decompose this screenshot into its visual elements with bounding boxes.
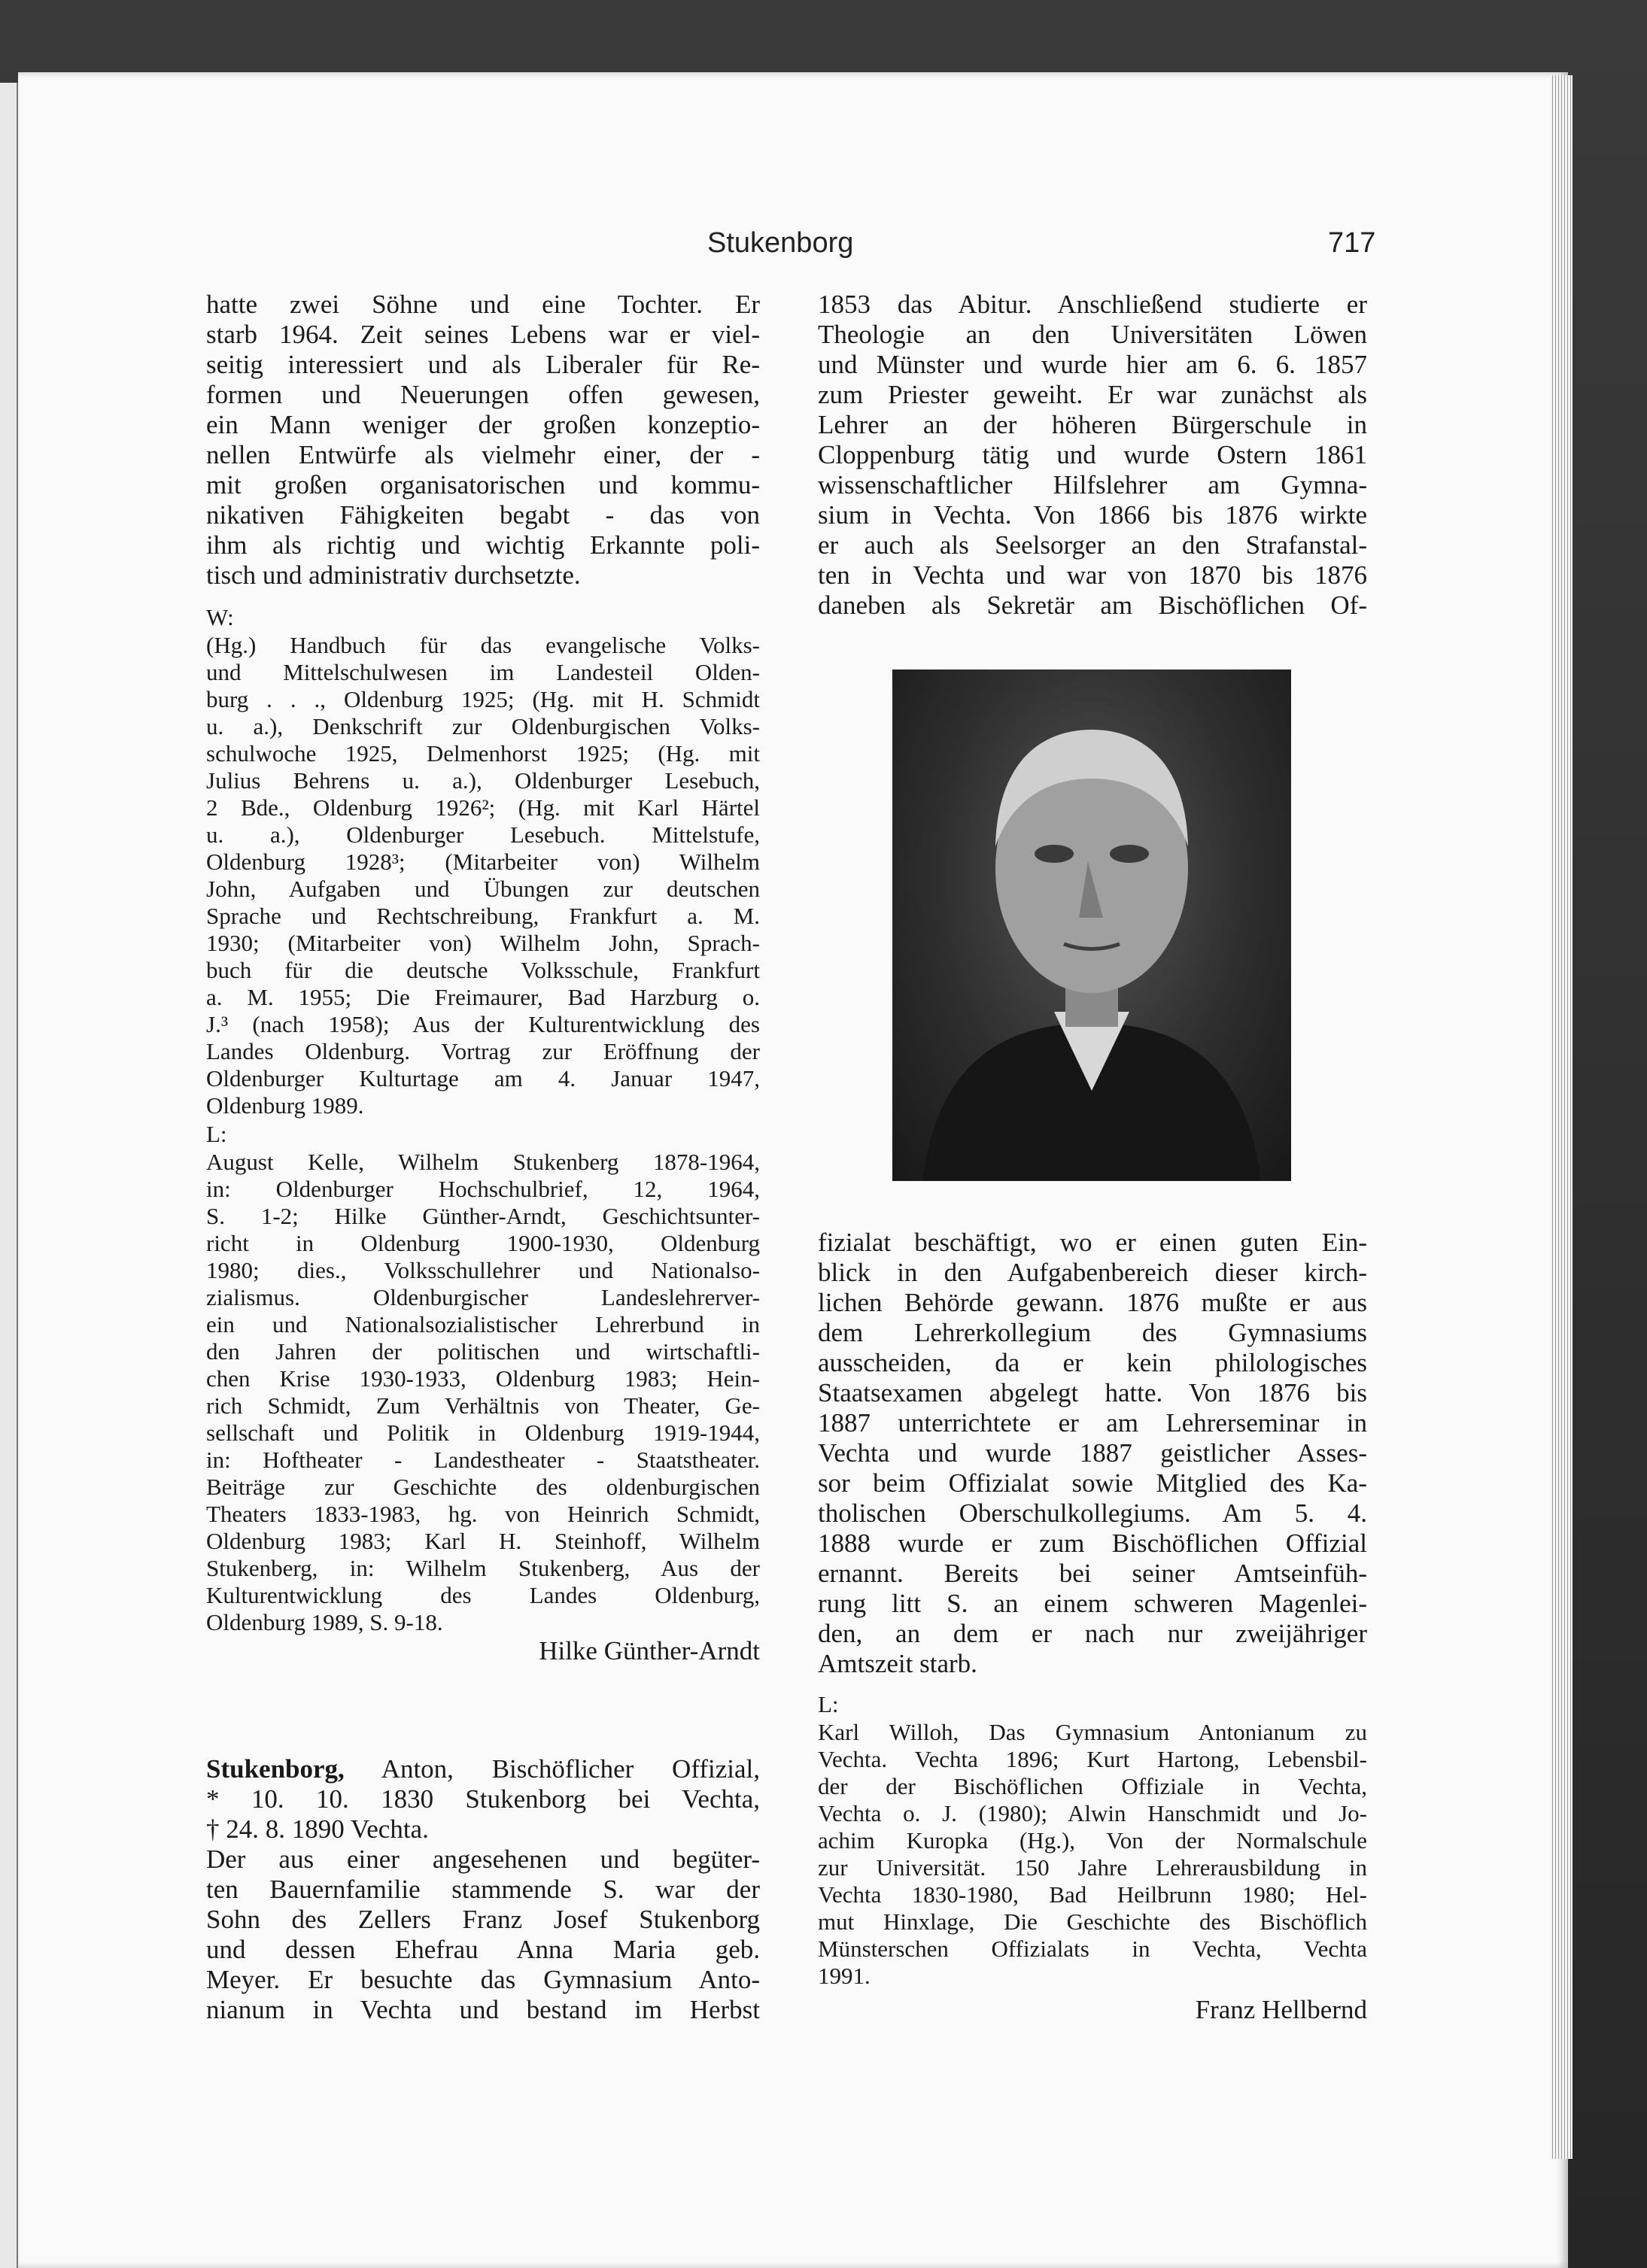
works-line: schulwoche 1925, Delmenhorst 1925; (Hg. mit — [206, 740, 760, 767]
literature-line: Vechta 1830-1980, Bad Heilbrunn 1980; Hel- — [818, 1881, 1367, 1908]
text-line: lichen Behörde gewann. 1876 mußte er aus — [818, 1288, 1367, 1317]
literature-line: 1980; dies., Volksschullehrer und Nationalso- — [206, 1257, 760, 1283]
literature-line: Münsterschen Offizialats in Vechta, Vechta — [818, 1936, 1367, 1962]
text-line: ten in Vechta und war von 1870 bis 1876 — [818, 560, 1367, 590]
author-signature: Hilke Günther-Arndt — [539, 1636, 760, 1665]
text-line: mit großen organisatorischen und kommu- — [206, 470, 760, 499]
text-line: ten Bauernfamilie stammende S. war der — [206, 1875, 760, 1904]
text-line: dem Lehrerkollegium des Gymnasiums — [818, 1318, 1367, 1347]
text-line: er auch als Seelsorger an den Strafanstal- — [818, 530, 1367, 560]
literature-line: Oldenburg 1989, S. 9-18. — [206, 1609, 443, 1635]
text-line: Amtszeit starb. — [818, 1649, 977, 1678]
literature-line: August Kelle, Wilhelm Stukenberg 1878-1964, — [206, 1149, 760, 1175]
literature-line: der der Bischöflichen Offiziale in Vechta, — [818, 1773, 1367, 1799]
text-line: Vechta und wurde 1887 geistlicher Asses- — [818, 1438, 1367, 1468]
literature-line: in: Hoftheater - Landestheater - Staatstheater. — [206, 1447, 760, 1473]
works-line: burg . . ., Oldenburg 1925; (Hg. mit H. Schmidt — [206, 686, 760, 712]
works-line: 2 Bde., Oldenburg 1926²; (Hg. mit Karl Härtel — [206, 794, 760, 821]
text-line: starb 1964. Zeit seines Lebens war er viel- — [206, 320, 760, 349]
works-label: W: — [206, 604, 234, 630]
literature-line: mut Hinxlage, Die Geschichte des Bischöflich — [818, 1908, 1367, 1935]
text-line: ein Mann weniger der großen konzeptio- — [206, 410, 760, 439]
entry-title: Anton, Bischöflicher Offizial, — [344, 1754, 760, 1784]
literature-label: L: — [818, 1691, 839, 1717]
text-line: zum Priester geweiht. Er war zunächst als — [818, 380, 1367, 409]
text-line: rung litt S. an einem schweren Magenlei- — [818, 1589, 1367, 1618]
page-stack-edges — [1550, 75, 1573, 2159]
literature-line: ein und Nationalsozialistischer Lehrerbund in — [206, 1311, 760, 1337]
literature-line: rich Schmidt, Zum Verhältnis von Theater, Ge- — [206, 1392, 760, 1419]
literature-line: Oldenburg 1983; Karl H. Steinhoff, Wilhelm — [206, 1528, 760, 1554]
literature-label: L: — [206, 1121, 227, 1147]
works-line: buch für die deutsche Volksschule, Frankfurt — [206, 957, 760, 983]
text-line: ernannt. Bereits bei seiner Amtseinfüh- — [818, 1559, 1367, 1588]
works-line: Julius Behrens u. a.), Oldenburger Lesebuch, — [206, 767, 760, 794]
page-number: 717 — [1328, 227, 1376, 259]
text-line: ihm als richtig und wichtig Erkannte poli- — [206, 530, 760, 560]
text-line: formen und Neuerungen offen gewesen, — [206, 380, 760, 409]
literature-line: Kulturentwicklung des Landes Oldenburg, — [206, 1582, 760, 1608]
text-line: Theologie an den Universitäten Löwen — [818, 320, 1367, 349]
text-line: tisch und administrativ durchsetzte. — [206, 560, 581, 590]
text-line: 1853 das Abitur. Anschließend studierte er — [818, 290, 1367, 319]
text-line: Cloppenburg tätig und wurde Ostern 1861 — [818, 440, 1367, 469]
literature-line: Vechta. Vechta 1896; Kurt Hartong, Lebensbil- — [818, 1746, 1367, 1772]
works-line: Landes Oldenburg. Vortrag zur Eröffnung der — [206, 1038, 760, 1064]
entry-birth: * 10. 10. 1830 Stukenborg bei Vechta, — [206, 1784, 760, 1814]
text-line: tholischen Oberschulkollegiums. Am 5. 4. — [818, 1498, 1367, 1528]
works-line: u. a.), Oldenburger Lesebuch. Mittelstufe, — [206, 821, 760, 848]
text-line: und Münster und wurde hier am 6. 6. 1857 — [818, 350, 1367, 379]
literature-line: in: Oldenburger Hochschulbrief, 12, 1964, — [206, 1176, 760, 1202]
text-line: fizialat beschäftigt, wo er einen guten Ein- — [818, 1228, 1367, 1257]
text-line: Staatsexamen abgelegt hatte. Von 1876 bis — [818, 1378, 1367, 1407]
running-head: Stukenborg — [707, 227, 854, 259]
works-line: Sprache und Rechtschreibung, Frankfurt a. M. — [206, 903, 760, 929]
works-line: a. M. 1955; Die Freimaurer, Bad Harzburg o. — [206, 984, 760, 1010]
entry-name: Stukenborg, — [206, 1754, 345, 1784]
literature-line: den Jahren der politischen und wirtschaftli- — [206, 1338, 760, 1365]
works-line: Oldenburg 1989. — [206, 1092, 364, 1119]
literature-line: Vechta o. J. (1980); Alwin Hanschmidt und Jo- — [818, 1800, 1367, 1826]
works-line: 1930; (Mitarbeiter von) Wilhelm John, Sprach- — [206, 930, 760, 956]
works-line: Oldenburger Kulturtage am 4. Januar 1947, — [206, 1065, 760, 1091]
text-line: nianum in Vechta und bestand im Herbst — [206, 1995, 760, 2024]
author-signature: Franz Hellbernd — [1195, 1995, 1367, 2024]
entry-death: † 24. 8. 1890 Vechta. — [206, 1814, 429, 1844]
works-line: J.³ (nach 1958); Aus der Kulturentwicklung des — [206, 1011, 760, 1037]
text-line: seitig interessiert und als Liberaler für Re- — [206, 350, 760, 379]
text-line: Der aus einer angesehenen und begüter- — [206, 1844, 760, 1874]
literature-line: richt in Oldenburg 1900-1930, Oldenburg — [206, 1230, 760, 1256]
literature-line: 1991. — [818, 1963, 871, 1989]
previous-page-edge — [0, 83, 18, 2268]
literature-line: zialismus. Oldenburgischer Landeslehrerver- — [206, 1284, 760, 1310]
text-line: hatte zwei Söhne und eine Tochter. Er — [206, 290, 760, 319]
entry-heading-line — [206, 1754, 760, 1784]
text-line: wissenschaftlicher Hilfslehrer am Gymna- — [818, 470, 1367, 499]
works-line: John, Aufgaben und Übungen zur deutschen — [206, 876, 760, 902]
text-line: Lehrer an der höheren Bürgerschule in — [818, 410, 1367, 439]
works-line: und Mittelschulwesen im Landesteil Olden- — [206, 659, 760, 685]
literature-line: Theaters 1833-1983, hg. von Heinrich Schmidt, — [206, 1501, 760, 1527]
literature-line: Beiträge zur Geschichte des oldenburgischen — [206, 1474, 760, 1500]
text-line: den, an dem er nach nur zweijähriger — [818, 1619, 1367, 1648]
works-line: u. a.), Denkschrift zur Oldenburgischen Volks- — [206, 713, 760, 739]
text-line: Sohn des Zellers Franz Josef Stukenborg — [206, 1905, 760, 1934]
portrait-drawing — [892, 669, 1291, 1181]
text-line: blick in den Aufgabenbereich dieser kirch- — [818, 1258, 1367, 1287]
portrait-photo — [892, 669, 1291, 1181]
text-line: daneben als Sekretär am Bischöflichen Of- — [818, 591, 1367, 620]
text-line: 1888 wurde er zum Bischöflichen Offizial — [818, 1529, 1367, 1558]
text-line: sium in Vechta. Von 1866 bis 1876 wirkte — [818, 500, 1367, 530]
literature-line: Karl Willoh, Das Gymnasium Antonianum zu — [818, 1719, 1367, 1745]
text-line: sor beim Offizialat sowie Mitglied des Ka- — [818, 1468, 1367, 1498]
text-line: nikativen Fähigkeiten begabt - das von — [206, 500, 760, 530]
text-line: Meyer. Er besuchte das Gymnasium Anto- — [206, 1965, 760, 1994]
literature-line: sellschaft und Politik in Oldenburg 1919-1944, — [206, 1419, 760, 1446]
literature-line: zur Universität. 150 Jahre Lehrerausbildung in — [818, 1854, 1367, 1881]
works-line: (Hg.) Handbuch für das evangelische Volks- — [206, 632, 760, 658]
literature-line: S. 1-2; Hilke Günther-Arndt, Geschichtsunter- — [206, 1203, 760, 1229]
works-line: Oldenburg 1928³; (Mitarbeiter von) Wilhelm — [206, 849, 760, 875]
literature-line: chen Krise 1930-1933, Oldenburg 1983; Hein- — [206, 1365, 760, 1392]
literature-line: achim Kuropka (Hg.), Von der Normalschule — [818, 1827, 1367, 1854]
text-line: ausscheiden, da er kein philologisches — [818, 1348, 1367, 1377]
text-line: 1887 unterrichtete er am Lehrerseminar in — [818, 1408, 1367, 1438]
literature-line: Stukenberg, in: Wilhelm Stukenberg, Aus der — [206, 1555, 760, 1581]
text-line: und dessen Ehefrau Anna Maria geb. — [206, 1935, 760, 1964]
text-line: nellen Entwürfe als vielmehr einer, der - — [206, 440, 760, 469]
